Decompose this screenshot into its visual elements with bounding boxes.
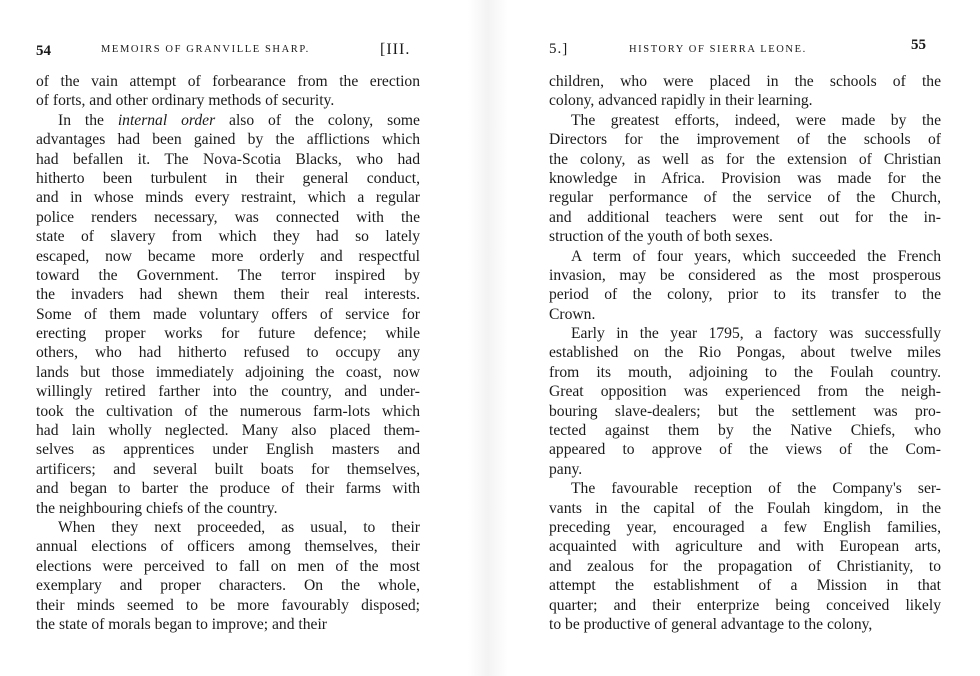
text-line: artificers; and several built boats for themselves, xyxy=(36,460,420,478)
text-line: pany. xyxy=(549,460,583,478)
left-section-mark: [III. xyxy=(380,41,411,58)
text-line: erecting proper works for future defence; while xyxy=(36,325,420,343)
text-line: invasion, may be considered as the most prosperous xyxy=(549,266,941,284)
text-line: the state of morals began to improve; and their xyxy=(36,615,327,633)
text-line: hitherto been turbulent in their general conduct, xyxy=(36,169,420,187)
text-line: vants in the capital of the Foulah kingdom, in the xyxy=(549,499,941,517)
text-line: Early in the year 1795, a factory was successfully xyxy=(571,325,941,343)
text-line: willingly retired farther into the country, and under- xyxy=(36,383,420,401)
text-line: established on the Rio Pongas, about twelve miles xyxy=(549,344,941,362)
text-line: Some of them made voluntary offers of service for xyxy=(36,305,420,323)
text-line: When they next proceeded, as usual, to their xyxy=(58,518,420,536)
text-line: quarter; and their enterprize being conceived likely xyxy=(549,596,941,614)
text-line: state of slavery from which they had so lately xyxy=(36,228,420,246)
text-line: bouring slave-dealers; but the settlement was pro- xyxy=(549,402,941,420)
text-line: Great opposition was experienced from the neigh- xyxy=(549,383,941,401)
text-line: to be productive of general advantage to the colony, xyxy=(549,615,873,633)
text-line: escaped, now became more orderly and respectful xyxy=(36,247,420,265)
text-line: and began to barter the produce of their farms with xyxy=(36,480,420,498)
left-page-text xyxy=(36,72,420,634)
text-line: elections were perceived to fall on men of the most xyxy=(36,557,420,575)
left-page-number: 54 xyxy=(36,43,51,59)
right-running-head: HISTORY OF SIERRA LEONE. xyxy=(629,44,807,55)
right-section-mark: 5.] xyxy=(549,41,569,57)
text-line: period of the colony, prior to its transfer to the xyxy=(549,286,941,304)
left-page-header xyxy=(36,40,420,60)
text-line: the invaders had shewn them their real interests. xyxy=(36,286,420,304)
text-line: took the cultivation of the numerous farm-lots which xyxy=(36,402,420,420)
text-line: In the internal order also of the colony, some xyxy=(58,111,420,129)
left-running-head: MEMOIRS OF GRANVILLE SHARP. xyxy=(101,44,310,55)
text-line: children, who were placed in the schools of the xyxy=(549,73,941,90)
text-line: police renders necessary, was connected with the xyxy=(36,208,420,226)
text-line: tected against them by the Native Chiefs, who xyxy=(549,422,941,440)
text-line: appeared to approve of the views of the Com- xyxy=(549,441,941,459)
text-line: preceding year, encouraged a few English families, xyxy=(549,518,941,536)
text-line: annual elections of officers among themselves, their xyxy=(36,538,420,556)
text-line: Crown. xyxy=(549,305,596,323)
text-line: exemplary and proper characters. On the whole, xyxy=(36,577,420,595)
text-line: the neighbouring chiefs of the country. xyxy=(36,499,278,517)
text-line: knowledge in Africa. Provision was made for the xyxy=(549,169,941,187)
text-line: toward the Government. The terror inspired by xyxy=(36,266,420,284)
text-line: the colony, as well as for the extension of Christian xyxy=(549,150,941,168)
text-line: The greatest efforts, indeed, were made by the xyxy=(571,111,941,129)
text-line: attempt the establishment of a Mission in that xyxy=(549,577,941,595)
text-line: Directors for the improvement of the schools of xyxy=(549,131,941,149)
text-line: and in whose minds every restraint, which a regular xyxy=(36,189,420,207)
right-page-header xyxy=(549,37,941,60)
text-line: The favourable reception of the Company's ser- xyxy=(571,480,941,498)
text-line: lands but those immediately adjoining the coast, now xyxy=(36,363,420,381)
text-line: A term of four years, which succeeded the French xyxy=(571,247,941,265)
text-line: colony, advanced rapidly in their learning. xyxy=(549,92,813,110)
text-line: their minds seemed to be more favourably disposed; xyxy=(36,596,420,614)
book-gutter xyxy=(468,0,508,676)
text-line: of the vain attempt of forbearance from the erection xyxy=(36,73,420,90)
text-line: and additional teachers were sent out for the in- xyxy=(549,208,941,226)
text-line: acquainted with agriculture and with European arts, xyxy=(549,538,941,556)
right-page-text xyxy=(549,72,941,634)
text-line: and zealous for the propagation of Christianity, to xyxy=(549,557,941,575)
text-line: of forts, and other ordinary methods of security. xyxy=(36,92,335,110)
text-line: advantages had been gained by the afflictions which xyxy=(36,131,420,149)
text-line: regular performance of the service of the Church, xyxy=(549,189,941,207)
text-line: struction of the youth of both sexes. xyxy=(549,228,773,246)
text-line: from its mouth, adjoining to the Foulah country. xyxy=(549,363,941,381)
text-line: selves as apprentices under English masters and xyxy=(36,441,420,459)
text-line: had lain wholly neglected. Many also placed them- xyxy=(36,422,420,440)
text-line: others, who had hitherto refused to occupy any xyxy=(36,344,420,362)
right-page-number: 55 xyxy=(911,37,926,53)
text-line: had befallen it. The Nova-Scotia Blacks, who had xyxy=(36,150,420,168)
